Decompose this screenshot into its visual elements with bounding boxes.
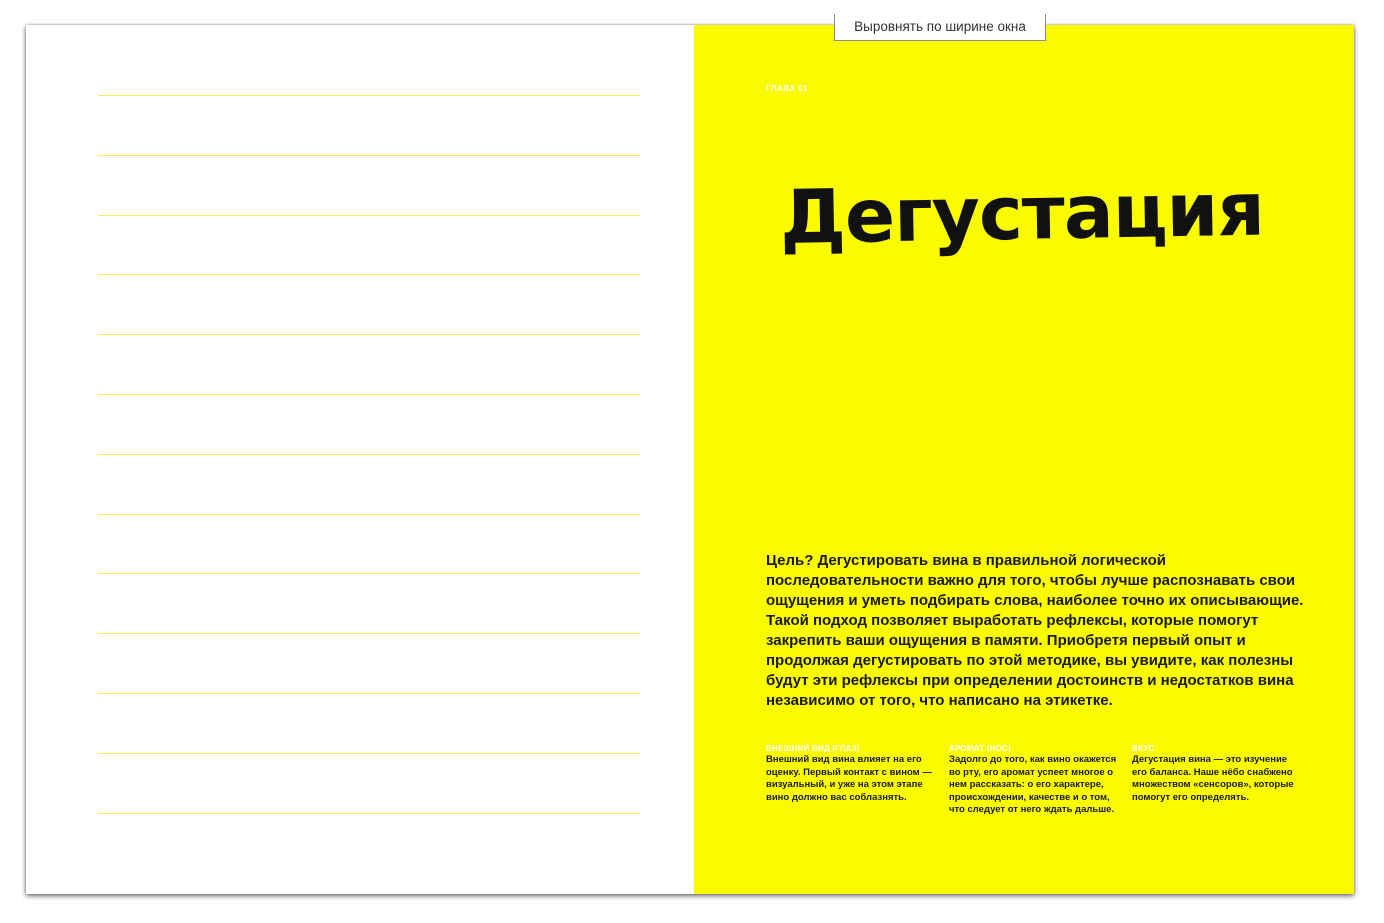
ruled-line: [98, 514, 640, 515]
ruled-line: [98, 274, 640, 275]
ruled-line: [98, 394, 640, 395]
chapter-title: Дегустация: [779, 166, 1265, 261]
column-heading: АРОМАТ (НОС): [949, 744, 1011, 753]
column-text: Внешний вид вина влияет на его оценку. Первый контакт с вином — визуальный, и уже на этом этапе вино должно вас соблазнять.: [766, 754, 932, 803]
ruled-line: [98, 95, 640, 96]
left-page: [26, 25, 694, 894]
ruled-line: [98, 334, 640, 335]
ruled-line: [98, 753, 640, 754]
ruled-line: [98, 573, 640, 574]
book-spread: [26, 25, 1354, 894]
ruled-line: [98, 215, 640, 216]
ruled-line: [98, 155, 640, 156]
column-text: Задолго до того, как вино окажется во рту, его аромат успеет многое о нем рассказать: о его характере, происхождении, качестве и о том, что следует от него ждать дальше.: [949, 754, 1117, 815]
intro-paragraph: Цель? Дегустировать вина в правильной логической последовательности важно для того, чтобы лучше распознавать свои ощущения и уметь подбирать слова, наиболее точно их описывающие. Такой подход позволяет выработать рефлексы, которые помогут закрепить ваши ощущения в памяти. Приобретя первый опыт и продолжая дегустировать по этой методике, вы увидите, как полезны будут эти рефлексы при определении достоинств и недостатков вина независимо от того, что написано на этикетке.: [766, 552, 1304, 709]
column-heading: ВКУС: [1132, 744, 1155, 753]
chapter-label: ГЛАВА 01: [766, 84, 809, 93]
ruled-line: [98, 633, 640, 634]
ruled-line: [98, 454, 640, 455]
column-appearance: [766, 743, 936, 804]
ruled-line: [98, 693, 640, 694]
column-aroma: [949, 743, 1119, 817]
right-page: [694, 25, 1354, 894]
column-text: Дегустация вина — это изучение его баланса. Наше нёбо снабжено множеством «сенсоров», которые помогут его определять.: [1132, 754, 1294, 803]
ruled-line: [98, 813, 640, 814]
column-heading: ВНЕШНИЙ ВИД (ГЛАЗ): [766, 744, 860, 753]
column-taste: [1132, 743, 1302, 804]
fit-to-width-button[interactable]: Выровнять по ширине окна: [834, 14, 1046, 41]
